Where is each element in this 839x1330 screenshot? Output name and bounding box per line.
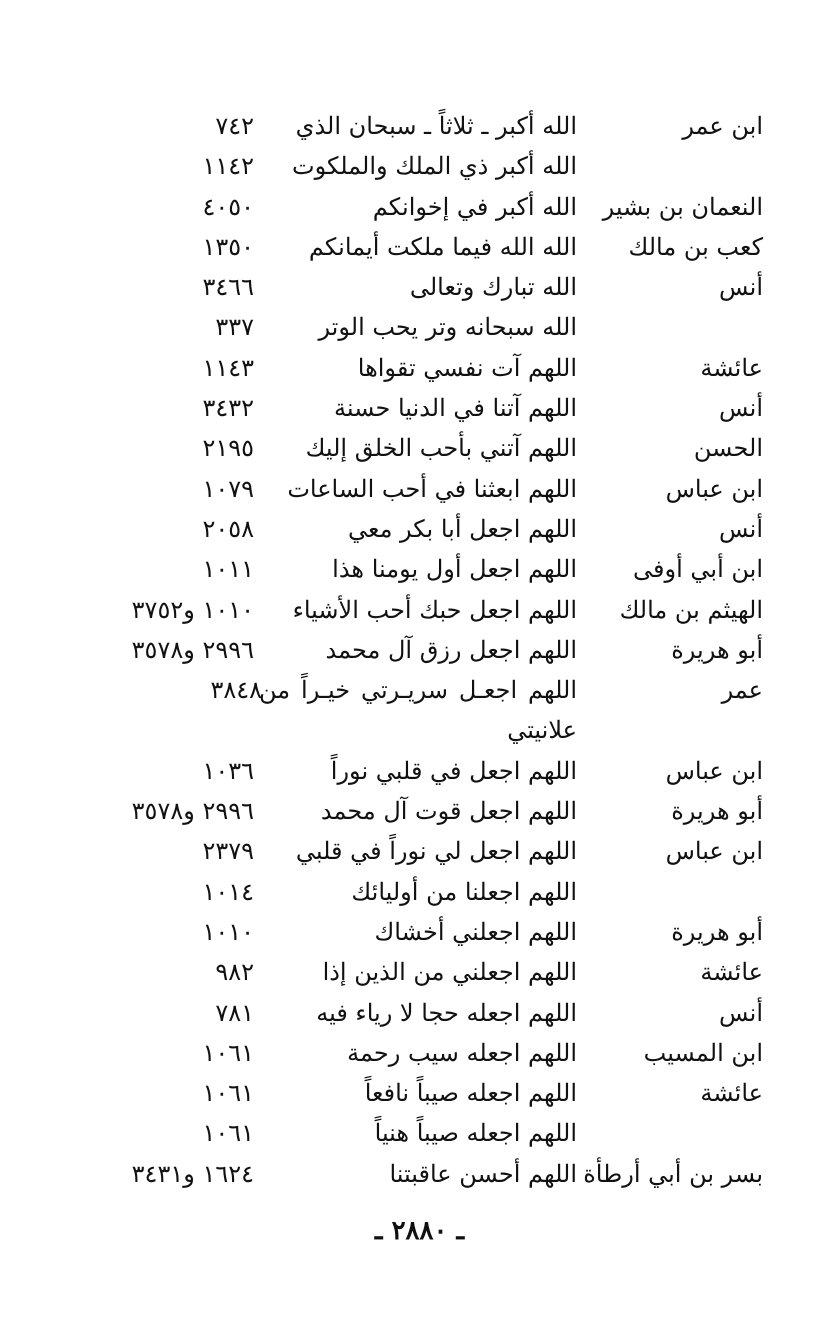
index-row — [0, 630, 839, 670]
hadith-opening: الله سبحانه وتر يحب الوتر — [318, 313, 577, 342]
hadith-opening: اللهم اجعل أول يومنا هذا — [332, 555, 577, 584]
narrator-name: ابن عمر — [682, 112, 763, 140]
hadith-opening: اللهم اجعلني من الذين إذا — [322, 958, 577, 987]
index-row — [0, 348, 839, 388]
narrator-name: أبو هريرة — [671, 917, 763, 946]
index-row — [0, 388, 839, 428]
narrator-name: كعب بن مالك — [628, 232, 763, 261]
hadith-opening: اللهم أحسن عاقبتنا — [389, 1159, 577, 1188]
hadith-reference-numbers: ٢٣٧٩ — [202, 837, 254, 866]
hadith-reference-numbers: ١٠٦١ — [202, 1038, 254, 1067]
hadith-reference-numbers: ٣٣٧ — [215, 313, 254, 342]
index-row — [0, 267, 839, 307]
hadith-reference-numbers: ١١٤٢ — [202, 152, 254, 181]
narrator-name: أبو هريرة — [671, 797, 763, 826]
hadith-reference-numbers: ٧٨١ — [215, 998, 254, 1027]
hadith-reference-numbers: ١٠١٠ و٣٧٥٢ — [131, 595, 254, 624]
hadith-reference-numbers: ١٦٢٤ و٣٤٣١ — [131, 1159, 254, 1188]
hadith-opening: الله أكبر ـ ثلاثاً ـ سبحان الذي — [295, 112, 577, 140]
narrator-name: ابن عباس — [665, 474, 763, 503]
index-row — [0, 791, 839, 831]
hadith-reference-numbers: ٢٠٥٨ — [202, 514, 254, 543]
hadith-reference-numbers: ١٣٥٠ — [202, 232, 254, 261]
narrator-name: ابن المسيب — [643, 1038, 763, 1067]
index-row — [0, 428, 839, 468]
hadith-reference-numbers: ٤٠٥٠ — [202, 192, 254, 221]
hadith-opening: اللهم اجعله سيب رحمة — [347, 1038, 577, 1067]
index-row — [0, 1113, 839, 1153]
hadith-opening: اللهم اجعله حجا لا رياء فيه — [316, 998, 577, 1027]
index-row — [0, 1073, 839, 1113]
index-row — [0, 831, 839, 871]
hadith-opening: الله أكبر في إخوانكم — [372, 192, 577, 221]
hadith-opening: علانيتي — [507, 716, 577, 745]
index-row — [0, 872, 839, 912]
hadith-index-list — [0, 106, 839, 1194]
hadith-reference-numbers: ١٠١١ — [202, 555, 254, 584]
hadith-opening: اللهم اجعلنا من أوليائك — [351, 877, 577, 906]
hadith-reference-numbers: ١٠٦١ — [202, 1079, 254, 1108]
hadith-opening: اللهم اجعل رزق آل محمد — [325, 635, 577, 664]
index-row — [0, 1154, 839, 1194]
index-row — [0, 912, 839, 952]
narrator-name: عائشة — [700, 353, 763, 382]
hadith-reference-numbers: ٢١٩٥ — [202, 434, 254, 463]
narrator-name: عائشة — [700, 958, 763, 987]
narrator-name: عمر — [721, 676, 763, 705]
index-row — [0, 993, 839, 1033]
narrator-name: بسر بن أبي أرطأة — [583, 1159, 763, 1188]
hadith-opening: اللهم آتنا في الدنيا حسنة — [333, 394, 577, 423]
narrator-name: أنس — [719, 514, 763, 543]
index-row — [0, 590, 839, 630]
index-row — [0, 751, 839, 791]
hadith-opening: اللهم اجعل لي نوراً في قلبي — [295, 837, 577, 866]
index-row — [0, 307, 839, 347]
hadith-opening: الله الله فيما ملكت أيمانكم — [308, 232, 577, 261]
hadith-opening: اللهم اجعله صيباً نافعاً — [364, 1079, 577, 1108]
hadith-reference-numbers: ١١٤٣ — [202, 353, 254, 382]
hadith-reference-numbers: ٣٤٦٦ — [202, 273, 254, 302]
narrator-name: أنس — [719, 394, 763, 423]
narrator-name: عائشة — [700, 1079, 763, 1108]
narrator-name: الحسن — [693, 434, 763, 463]
index-row — [0, 106, 839, 146]
hadith-reference-numbers: ١٠٦١ — [202, 1119, 254, 1148]
hadith-reference-numbers: ١٠٧٩ — [202, 474, 254, 503]
hadith-opening: اللهم اجعله صيباً هنياً — [374, 1119, 577, 1148]
hadith-reference-numbers: ٢٩٩٦ و٣٥٧٨ — [131, 797, 254, 826]
hadith-reference-numbers: ١٠١٤ — [202, 877, 254, 906]
narrator-name: ابن عباس — [665, 756, 763, 785]
narrator-name: النعمان بن بشير — [602, 192, 763, 221]
hadith-reference-numbers: ٩٨٢ — [215, 958, 254, 987]
narrator-name: ابن عباس — [665, 837, 763, 866]
narrator-name: ابن أبي أوفى — [633, 555, 763, 584]
index-row — [0, 952, 839, 992]
index-row — [0, 509, 839, 549]
hadith-reference-numbers: ١٠١٠ — [202, 917, 254, 946]
hadith-opening: اللهم اجعلني أخشاك — [374, 917, 577, 946]
hadith-reference-numbers: ٣٤٣٢ — [202, 394, 254, 423]
index-row — [0, 670, 839, 710]
index-row — [0, 549, 839, 589]
hadith-opening: اللهم آت نفسي تقواها — [357, 353, 577, 382]
hadith-opening: اللهم اجعل حبك أحب الأشياء — [292, 595, 577, 624]
index-row — [0, 1033, 839, 1073]
hadith-reference-numbers: ٢٩٩٦ و٣٥٧٨ — [131, 635, 254, 664]
hadith-opening: الله أكبر ذي الملك والملكوت — [291, 152, 577, 181]
index-row — [0, 227, 839, 267]
hadith-reference-numbers: ٧٤٢ — [215, 112, 254, 140]
narrator-name: أبو هريرة — [671, 635, 763, 664]
narrator-name: الهيثم بن مالك — [619, 595, 763, 624]
index-row — [0, 146, 839, 186]
hadith-opening: اللهم اجعل أبا بكر معي — [347, 514, 577, 543]
hadith-reference-numbers: ٣٨٤٨ — [210, 676, 262, 705]
index-row — [0, 469, 839, 509]
hadith-opening: اللهم ابعثنا في أحب الساعات — [287, 474, 577, 503]
hadith-opening: الله تبارك وتعالى — [409, 273, 577, 302]
hadith-reference-numbers: ١٠٣٦ — [202, 756, 254, 785]
hadith-opening: اللهم آتني بأحب الخلق إليك — [305, 434, 577, 463]
index-row — [0, 710, 839, 750]
hadith-opening: اللهم اجعل قوت آل محمد — [320, 797, 577, 826]
narrator-name: أنس — [719, 998, 763, 1027]
index-row — [0, 187, 839, 227]
page-number: ـ ٢٨٨٠ ـ — [374, 1216, 465, 1246]
hadith-opening: اللهم اجعل في قلبي نوراً — [330, 756, 577, 785]
hadith-opening: اللهم اجعـل سريـرتي خيـراً من — [259, 676, 577, 705]
narrator-name: أنس — [719, 273, 763, 302]
